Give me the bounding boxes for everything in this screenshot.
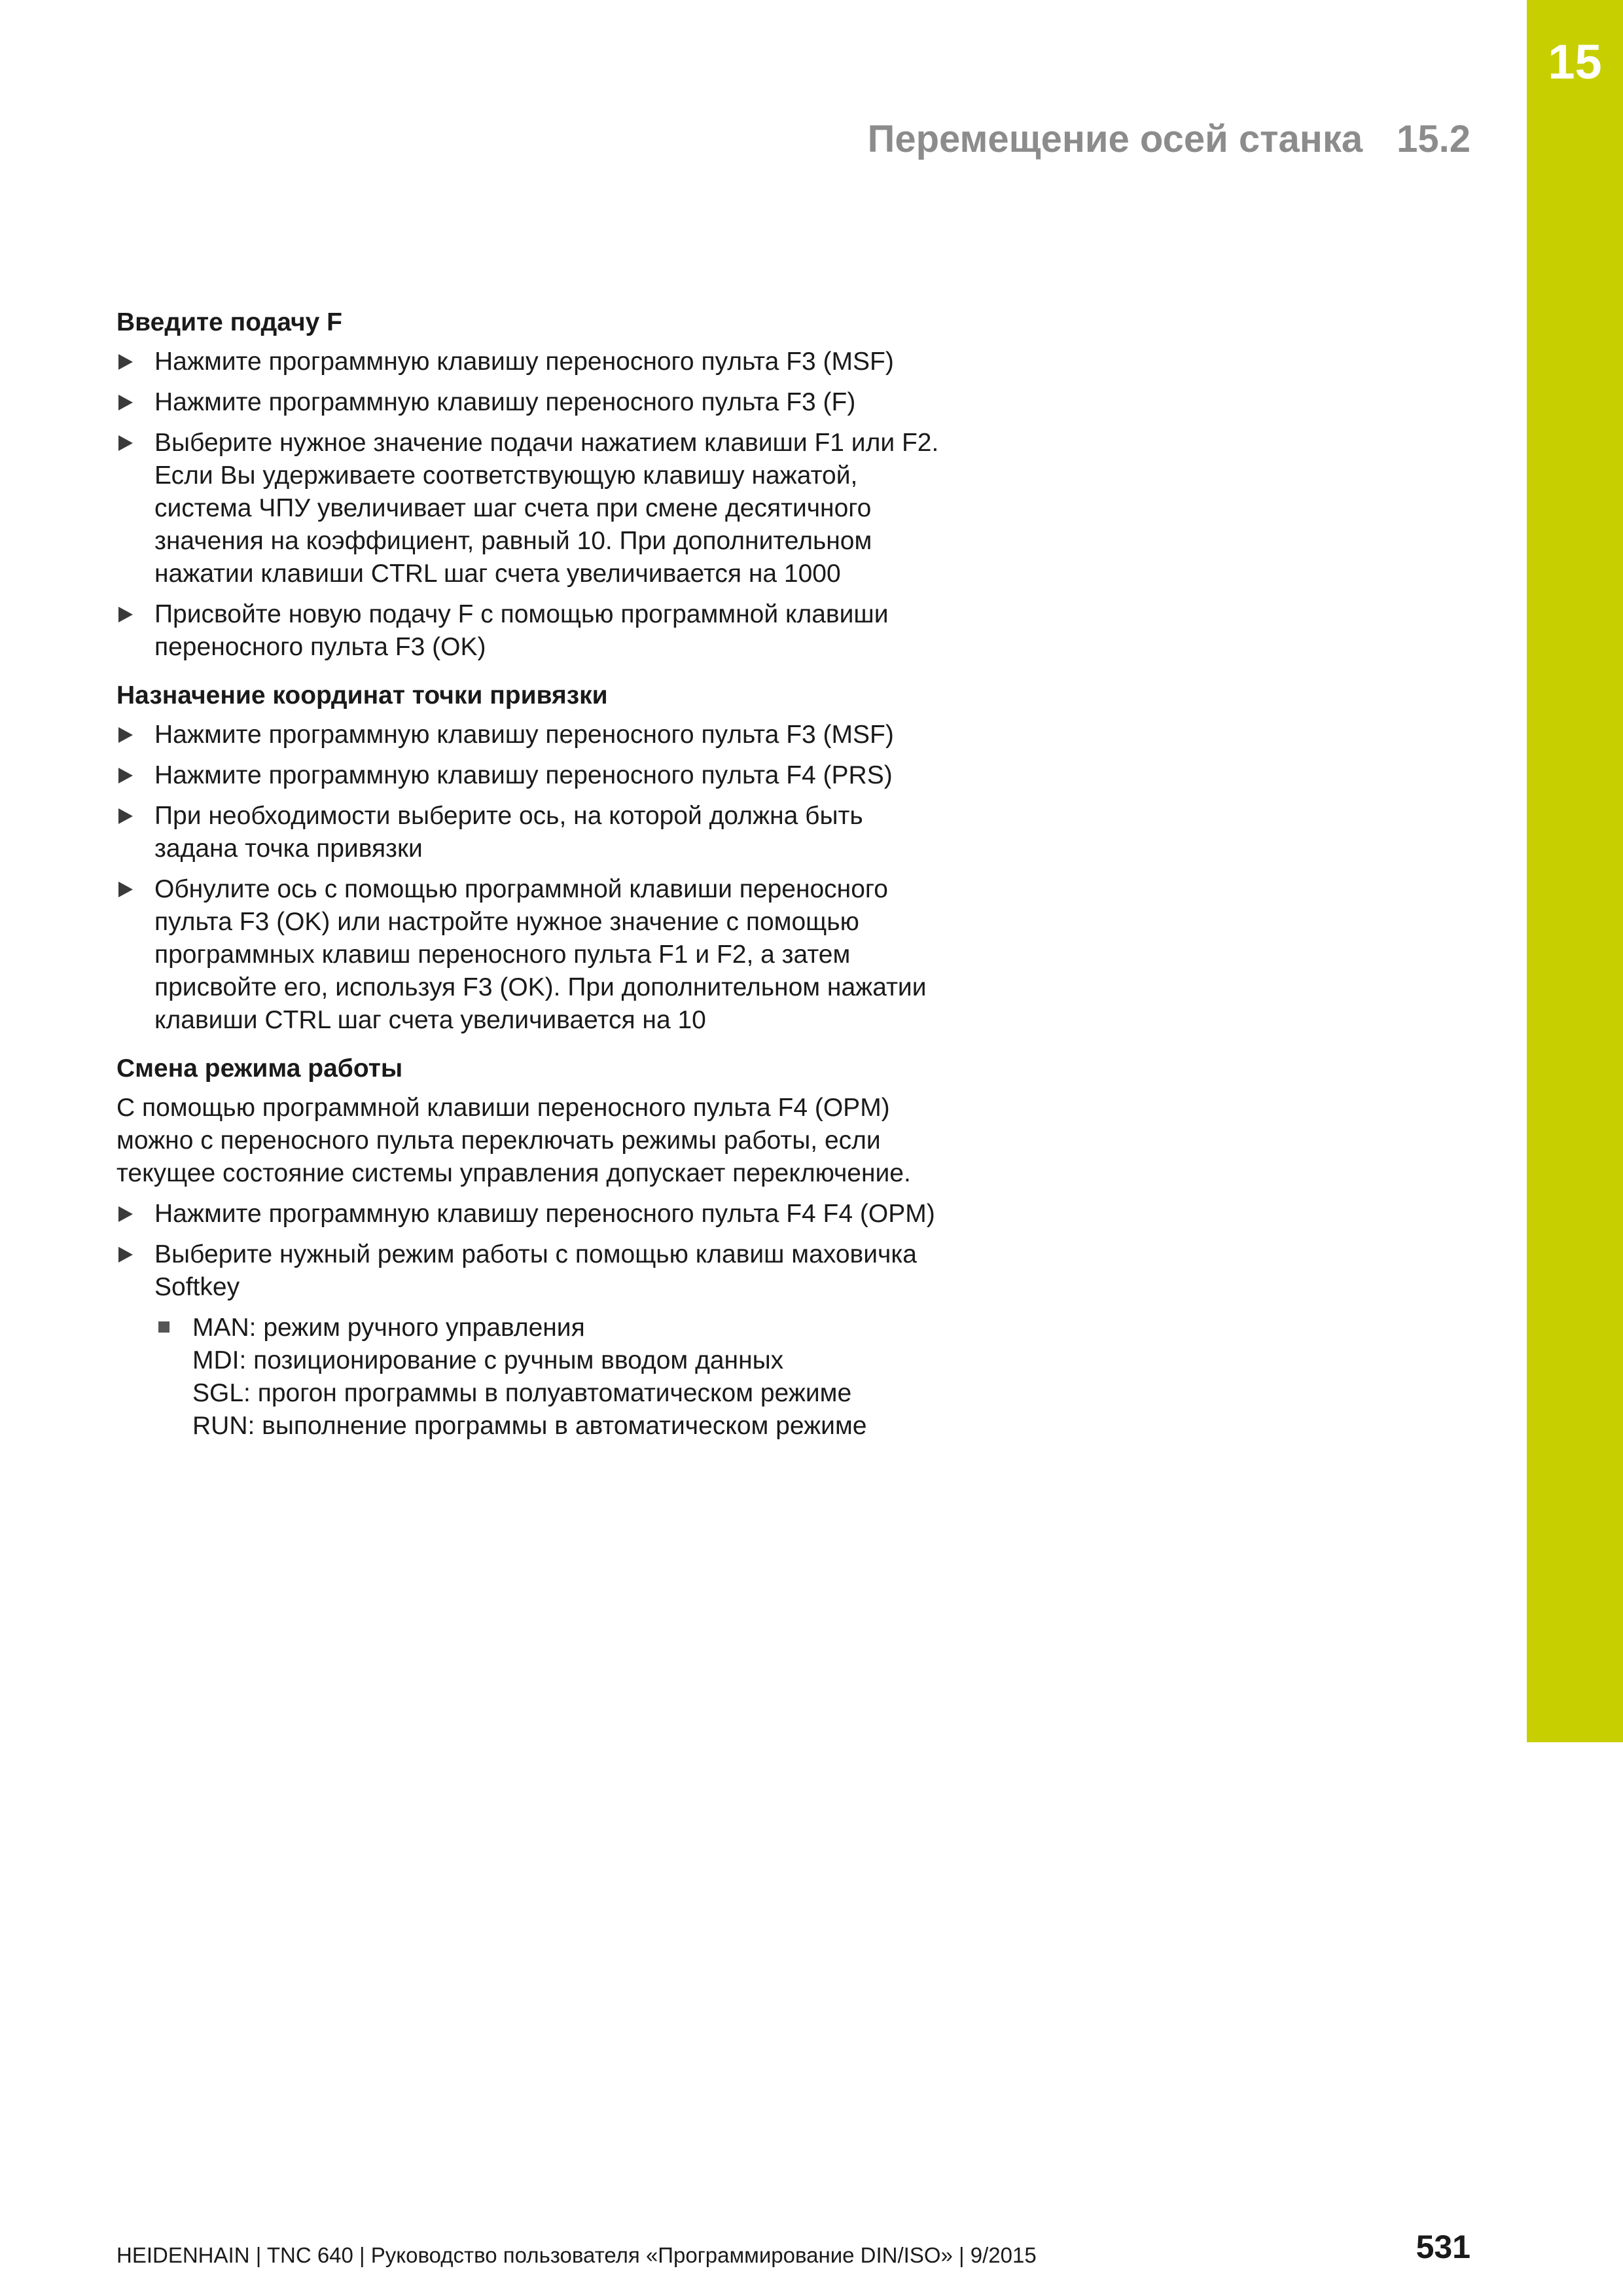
list-item: Выберите нужное значение подачи нажатием клавиши F1 или F2. Если Вы удерживаете соответствующую клавишу нажатой, система ЧПУ увеличивает шаг счета при смене десятичного значения на коэффициент, равный 10. При дополнительном нажатии клавиши CTRL шаг счета увеличивается на 1000 (116, 427, 941, 590)
mode-intro: С помощью программной клавиши переносного пульта F4 (OPM) можно с переносного пульта переключать режимы работы, если текущее состояние системы управления допускает переключение. (116, 1094, 911, 1187)
list-item: Нажмите программную клавишу переносного пульта F3 (MSF) (116, 346, 941, 378)
mode-sgl: SGL: прогон программы в полуавтоматическом режиме (192, 1379, 852, 1407)
list-item: Присвойте новую подачу F с помощью программной клавиши переносного пульта F3 (OK) (116, 598, 941, 664)
page-footer: HEIDENHAIN | TNC 640 | Руководство пользователя «Программирование DIN/ISO» | 9/2015 (116, 2243, 1037, 2267)
chapter-number: 15 (1548, 35, 1602, 89)
list-item: Нажмите программную клавишу переносного пульта F3 (F) (116, 386, 941, 419)
mode-list (154, 1312, 941, 1443)
list-item: Нажмите программную клавишу переносного пульта F3 (MSF) (116, 719, 941, 751)
section-heading-feed: Введите подачу F (116, 308, 343, 336)
section-heading-mode: Смена режима работы (116, 1054, 403, 1083)
header-section: 15.2 (1397, 118, 1471, 160)
list-item: При необходимости выберите ось, на которой должна быть задана точка привязки (116, 800, 941, 865)
running-header (868, 117, 1471, 162)
preset-steps (116, 719, 941, 1037)
mode-steps (116, 1198, 941, 1304)
mode-run: RUN: выполнение программы в автоматическом режиме (192, 1412, 867, 1440)
header-title: Перемещение осей станка (867, 118, 1363, 160)
feed-steps (116, 346, 941, 664)
mode-mdi: MDI: позиционирование с ручным вводом данных (192, 1346, 784, 1374)
main-content (116, 306, 941, 1443)
list-item: Нажмите программную клавишу переносного пульта F4 F4 (OPM) (116, 1198, 941, 1230)
mode-item (154, 1312, 941, 1443)
list-item: Выберите нужный режим работы с помощью клавиш маховичка Softkey (116, 1238, 941, 1304)
section-heading-preset: Назначение координат точки привязки (116, 681, 608, 709)
page-number: 531 (1416, 2229, 1471, 2265)
list-item: Нажмите программную клавишу переносного пульта F4 (PRS) (116, 759, 941, 792)
chapter-tab (1527, 0, 1623, 1742)
mode-man: MAN: режим ручного управления (192, 1314, 585, 1342)
list-item: Обнулите ось с помощью программной клавиши переносного пульта F3 (OK) или настройте нужное значение с помощью программных клавиш переносного пульта F1 и F2, а затем присвойте его, используя F3 (OK). При дополнительном нажатии клавиши CTRL шаг счета увеличивается на 10 (116, 873, 941, 1037)
